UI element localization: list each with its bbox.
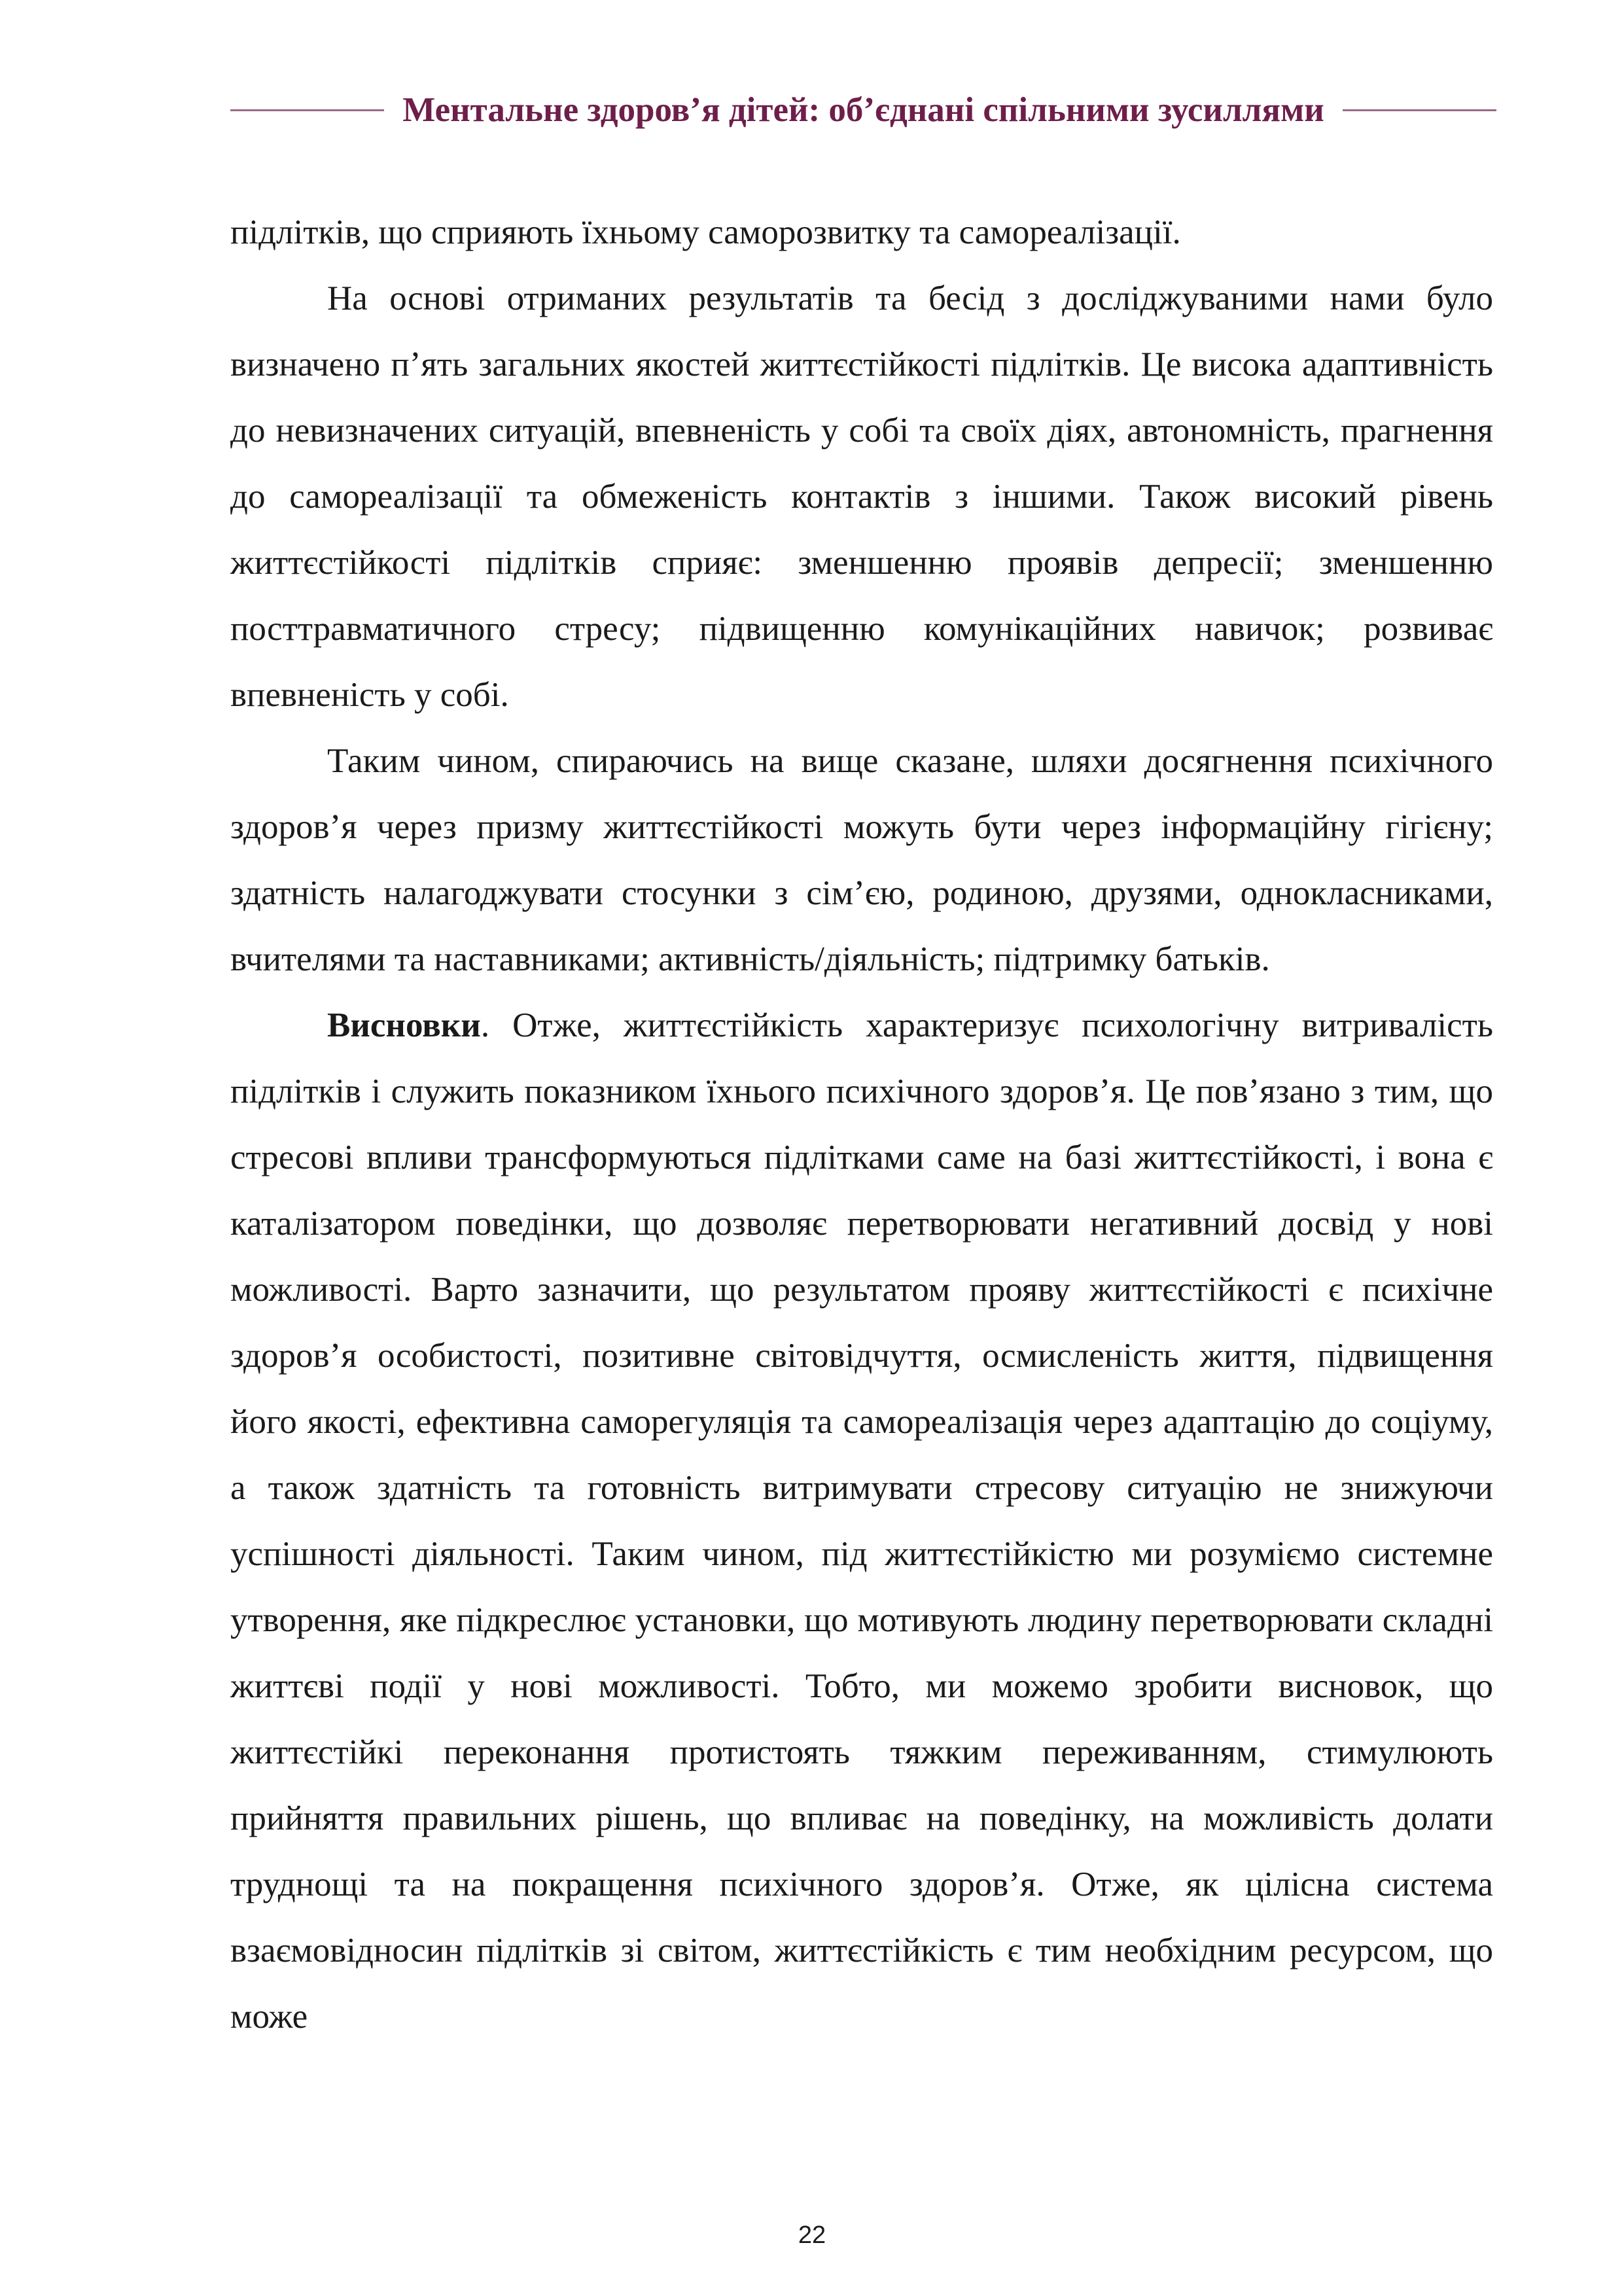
conclusions-term: Висновки	[327, 1006, 481, 1044]
conclusions-text: . Отже, життєстійкість характеризує психологічну витривалість підлітків і служить показником їхнього психічного здоров’я. Це пов’язано з тим, що стресові впливи трансформуються підлітками саме на базі життєстійкості, і вона є каталізатором поведінки, що дозволяє перетворювати негативний досвід у нові можливості. Варто зазначити, що результатом прояву життєстійкості є психічне здоров’я особистості, позитивне світовідчуття, осмисленість життя, підвищення його якості, ефективна саморегуляція та самореалізація через адаптацію до соціуму, а також здатність та готовність витримувати стресову ситуацію не знижуючи успішності діяльності. Таким чином, під життєстійкістю ми розуміємо системне утворення, яке підкреслює установки, що мотивують людину перетворювати складні життєві події у нові можливості. Тобто, ми можемо зробити висновок, що життєстійкі переконання протистоять тяжким переживанням, стимулюють прийняття правильних рішень, що впливає на поведінку, на можливість долати труднощі та на покращення психічного здоров’я. Отже, як цілісна система взаємовідносин підлітків зі світом, життєстійкість є тим необхідним ресурсом, що може	[230, 1006, 1493, 2036]
header-rule-left	[230, 109, 384, 111]
paragraph-qualities: На основі отриманих результатів та бесід з досліджуваними нами було визначено п’ять загальних якостей життєстійкості підлітків. Це висока адаптивність до невизначених ситуацій, впевненість у собі та своїх діях, автономність, прагнення до самореалізації та обмеженість контактів з іншими. Також високий рівень життєстійкості підлітків сприяє: зменшенню проявів депресії; зменшенню посттравматичного стресу; підвищенню комунікаційних навичок; розвиває впевненість у собі.	[230, 279, 1493, 714]
paragraph-continuation: підлітків, що сприяють їхньому саморозвитку та самореалізації.	[230, 213, 1181, 251]
paragraph-ways: Таким чином, спираючись на вище сказане, шляхи досягнення психічного здоров’я через призму життєстійкості можуть бути через інформаційну гігієну; здатність налагоджувати стосунки з сім’єю, родиною, друзями, однокласниками, вчителями та наставниками; активність/діяльність; підтримку батьків.	[230, 742, 1493, 978]
header-title: Ментальне здоров’я дітей: об’єднані спільними зусиллями	[402, 91, 1324, 129]
paragraph-conclusions	[230, 993, 1493, 2050]
page-number: 22	[798, 2221, 826, 2249]
page-header	[230, 90, 1496, 130]
header-rule-right	[1343, 109, 1496, 111]
document-body	[230, 200, 1493, 2050]
